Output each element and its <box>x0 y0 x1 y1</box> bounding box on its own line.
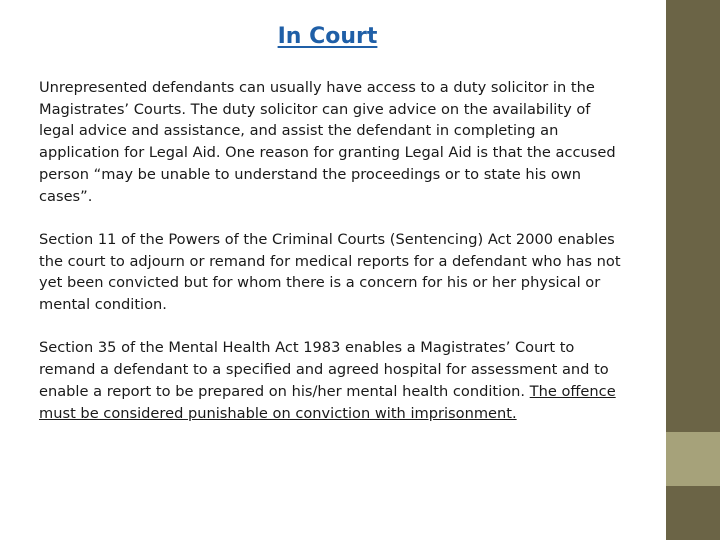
paragraph-section-11: Section 11 of the Powers of the Criminal Courts (Sentencing) Act 2000 enables the court to adjourn or remand for medical reports for a defendant who has not yet been convicted but for whom there is a concern for his or her physical or mental condition. <box>39 230 621 314</box>
paragraph-section-35-text: Section 35 of the Mental Health Act 1983 enables a Magistrates’ Court to remand a defendant to a specified and agreed hospital for assessment and to enable a report to be prepared on his/her mental health condition. <box>39 339 609 400</box>
paragraph-section-35-underlined: The offence must be considered punishable on conviction with imprisonment. <box>39 382 616 422</box>
paragraph-section-35 <box>39 337 629 424</box>
decorative-sidebar-accent <box>666 432 720 486</box>
slide-body <box>39 77 629 424</box>
paragraph-duty-solicitor: Unrepresented defendants can usually have access to a duty solicitor in the Magistrates’ Courts. The duty solicitor can give advice on the availability of legal advice and assistance, and assist the defendant in completing an application for Legal Aid. One reason for granting Legal Aid is that the accused person “may be unable to understand the proceedings or to state his own cases”. <box>39 79 616 205</box>
slide-title: In Court <box>277 24 378 49</box>
